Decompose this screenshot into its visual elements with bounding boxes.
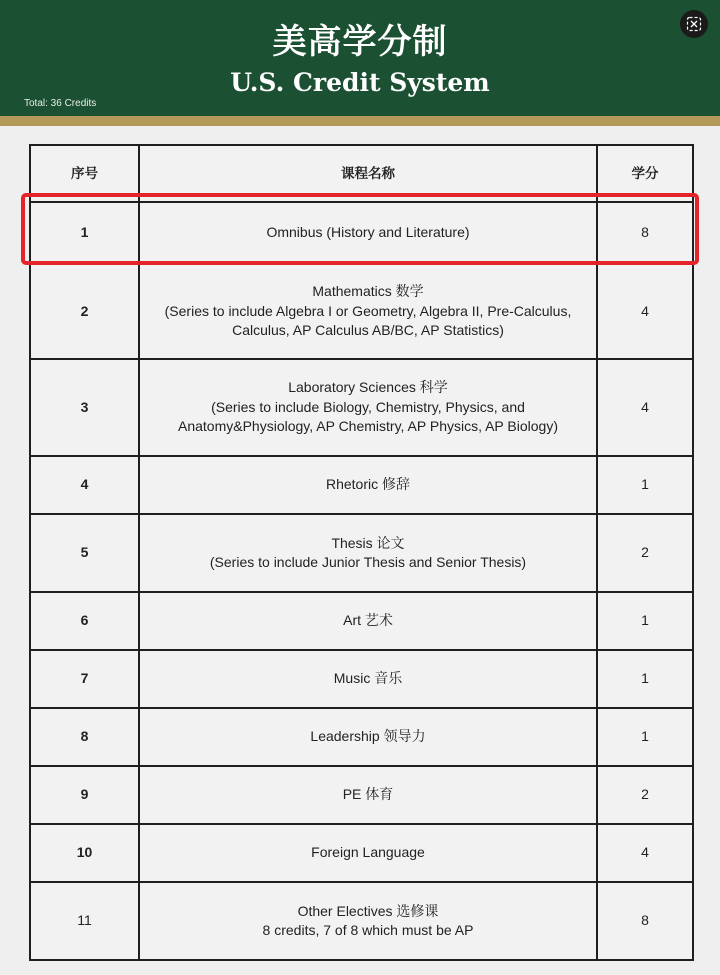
row-number: 10 bbox=[30, 824, 139, 882]
table-header-row bbox=[30, 145, 693, 202]
table-row bbox=[30, 202, 693, 264]
row-number: 8 bbox=[30, 708, 139, 766]
course-detail: (Series to include Junior Thesis and Senior Thesis) bbox=[209, 554, 527, 570]
credit-value: 4 bbox=[597, 359, 693, 456]
course-name bbox=[139, 882, 597, 960]
course-detail: (Series to include Biology, Chemistry, Physics, and bbox=[211, 398, 525, 415]
total-credits: Total: 36 Credits bbox=[24, 98, 97, 109]
course-name bbox=[139, 708, 597, 766]
course-title: Mathematics 数学 bbox=[312, 283, 424, 300]
course-title: Thesis 论文 bbox=[331, 534, 405, 551]
table-row bbox=[30, 882, 693, 960]
course-name bbox=[139, 264, 597, 359]
course-detail: 8 credits, 7 of 8 which must be AP bbox=[262, 922, 474, 938]
table-row bbox=[30, 708, 693, 766]
header-no: 序号 bbox=[30, 145, 139, 202]
course-name bbox=[139, 824, 597, 882]
row-number: 1 bbox=[30, 202, 139, 264]
row-number: 4 bbox=[30, 456, 139, 514]
header-course: 课程名称 bbox=[139, 145, 597, 202]
credit-value: 8 bbox=[597, 882, 693, 960]
expand-icon bbox=[686, 16, 702, 32]
expand-button[interactable] bbox=[680, 10, 708, 38]
title-english: U.S. Credit System bbox=[230, 68, 490, 97]
row-number: 9 bbox=[30, 766, 139, 824]
course-title: Leadership 领导力 bbox=[310, 728, 426, 745]
table-row bbox=[30, 359, 693, 456]
credit-value: 8 bbox=[597, 202, 693, 264]
credit-value: 2 bbox=[597, 514, 693, 592]
course-title: Laboratory Sciences 科学 bbox=[288, 379, 448, 396]
course-title: Other Electives 选修课 bbox=[297, 902, 439, 919]
course-title: Art 艺术 bbox=[343, 612, 393, 629]
course-name bbox=[139, 766, 597, 824]
course-name bbox=[139, 202, 597, 264]
table-row bbox=[30, 650, 693, 708]
course-name bbox=[139, 514, 597, 592]
credit-table bbox=[29, 144, 694, 961]
credit-value: 1 bbox=[597, 708, 693, 766]
gold-accent-bar bbox=[0, 116, 720, 126]
table-row bbox=[30, 766, 693, 824]
table-row bbox=[30, 592, 693, 650]
course-title: Rhetoric 修辞 bbox=[325, 476, 411, 493]
row-number: 5 bbox=[30, 514, 139, 592]
row-number: 3 bbox=[30, 359, 139, 456]
credit-value: 1 bbox=[597, 456, 693, 514]
course-title: Omnibus (History and Literature) bbox=[266, 224, 470, 241]
course-title: Foreign Language bbox=[311, 844, 425, 861]
row-number: 11 bbox=[30, 882, 139, 960]
course-title: PE 体育 bbox=[342, 786, 394, 803]
course-name bbox=[139, 359, 597, 456]
course-name bbox=[139, 456, 597, 514]
course-title: Music 音乐 bbox=[333, 670, 403, 687]
table-row bbox=[30, 824, 693, 882]
row-number: 2 bbox=[30, 264, 139, 359]
title-chinese: 美高学分制 bbox=[272, 22, 448, 62]
course-name bbox=[139, 650, 597, 708]
credit-value: 1 bbox=[597, 650, 693, 708]
course-name bbox=[139, 592, 597, 650]
table-row bbox=[30, 264, 693, 359]
header-banner bbox=[0, 0, 720, 116]
credit-value: 4 bbox=[597, 824, 693, 882]
header-credits: 学分 bbox=[597, 145, 693, 202]
course-detail: (Series to include Algebra I or Geometry, Algebra II, Pre-Calculus, bbox=[164, 302, 572, 319]
row-number: 6 bbox=[30, 592, 139, 650]
table-row bbox=[30, 456, 693, 514]
credit-value: 4 bbox=[597, 264, 693, 359]
table-row bbox=[30, 514, 693, 592]
course-detail: Anatomy&Physiology, AP Chemistry, AP Physics, AP Biology) bbox=[178, 418, 558, 435]
row-number: 7 bbox=[30, 650, 139, 708]
credit-value: 2 bbox=[597, 766, 693, 824]
course-detail: Calculus, AP Calculus AB/BC, AP Statistics) bbox=[232, 322, 504, 339]
credit-value: 1 bbox=[597, 592, 693, 650]
